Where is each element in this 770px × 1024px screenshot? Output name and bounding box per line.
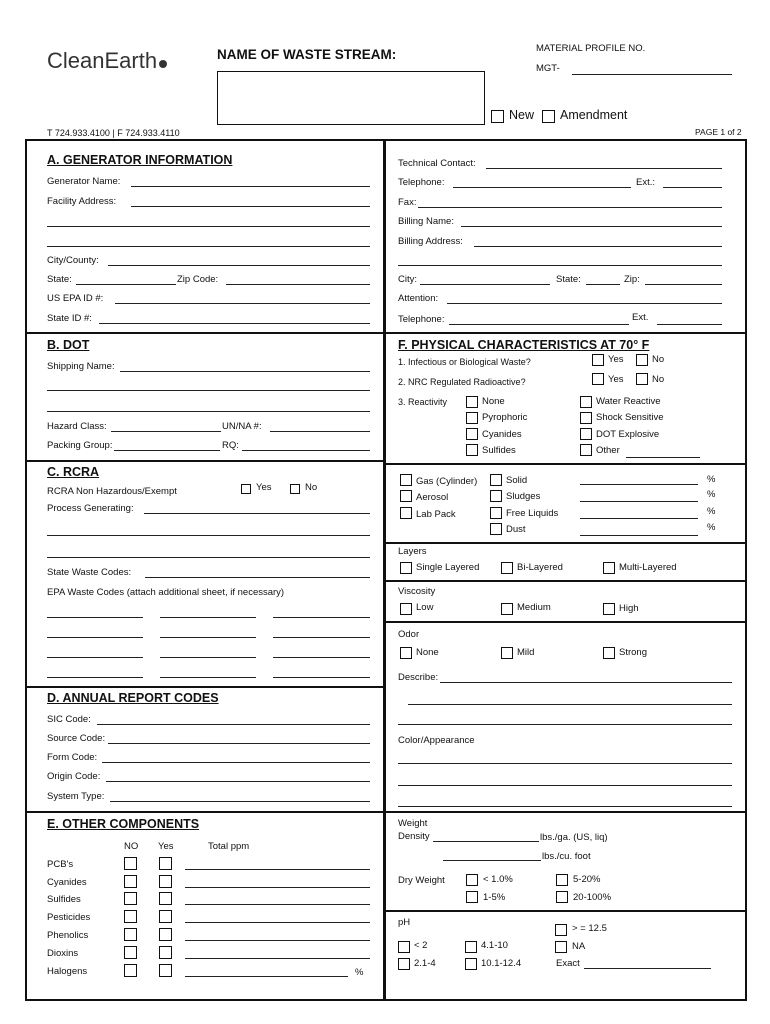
divider-f-odor: [385, 811, 747, 813]
odor-strong-checkbox[interactable]: [603, 647, 615, 659]
describe-field-3[interactable]: [398, 724, 732, 725]
component-ppm-field[interactable]: [185, 940, 370, 941]
reactivity-option: Sulfides: [482, 445, 516, 456]
viscosity-low-checkbox[interactable]: [400, 603, 412, 615]
col-no-header: NO: [124, 841, 139, 852]
billing-address-field-2[interactable]: [398, 265, 722, 266]
state-label: State:: [47, 274, 72, 285]
ext-field[interactable]: [663, 187, 722, 188]
new-checkbox[interactable]: [491, 110, 504, 123]
system-type-field[interactable]: [110, 801, 370, 802]
solid-checkbox[interactable]: [490, 474, 502, 486]
facility-address-field-3[interactable]: [47, 246, 370, 247]
odor-strong-label: Strong: [619, 647, 647, 658]
state-id-field[interactable]: [99, 323, 370, 324]
infectious-no-checkbox[interactable]: [636, 354, 648, 366]
component-label: Halogens: [47, 966, 88, 977]
describe-field-1[interactable]: [440, 682, 732, 683]
radioactive-yes-checkbox[interactable]: [592, 373, 604, 385]
reactivity-option: Cyanides: [482, 429, 522, 440]
ph-checkbox[interactable]: [465, 958, 477, 970]
process-generating-field-2[interactable]: [47, 535, 370, 536]
rq-field[interactable]: [242, 450, 370, 451]
section-f-title: F. PHYSICAL CHARACTERISTICS AT 70° F: [398, 338, 650, 352]
component-label: PCB's: [47, 859, 74, 870]
dry-weight-option: 5-20%: [573, 874, 601, 885]
lbs-cu-unit: lbs./cu. foot: [542, 851, 591, 862]
lab-pack-label: Lab Pack: [416, 509, 456, 520]
dust-percent-field[interactable]: [580, 535, 698, 536]
component-ppm-field[interactable]: [185, 904, 370, 905]
component-label: Dioxins: [47, 948, 79, 959]
component-label: Sulfides: [47, 894, 81, 905]
component-yes-checkbox[interactable]: [159, 964, 172, 977]
rq-label: RQ:: [222, 440, 239, 451]
telephone-label: Telephone:: [398, 177, 445, 188]
component-no-checkbox[interactable]: [124, 946, 137, 959]
reactivity-checkbox[interactable]: [466, 444, 478, 456]
aerosol-checkbox[interactable]: [400, 490, 412, 502]
state-id-label: State ID #:: [47, 313, 92, 324]
liquids-percent-field[interactable]: [580, 518, 698, 519]
solid-label: Solid: [506, 475, 528, 486]
dry-weight-checkbox[interactable]: [556, 874, 568, 886]
free-liquids-label: Free Liquids: [506, 508, 559, 519]
single-layered-label: Single Layered: [416, 562, 480, 573]
section-d-title: D. ANNUAL REPORT CODES: [47, 691, 219, 705]
shipping-name-label: Shipping Name:: [47, 361, 115, 372]
section-a-title: A. GENERATOR INFORMATION: [47, 153, 233, 167]
waste-stream-input[interactable]: [217, 71, 485, 125]
city-field[interactable]: [420, 284, 550, 285]
lbs-ga-unit: lbs./ga. (US, liq): [540, 832, 608, 843]
source-code-label: Source Code:: [47, 733, 106, 744]
reactivity-checkbox[interactable]: [580, 412, 592, 424]
reactivity-option: Shock Sensitive: [596, 412, 664, 423]
gas-label: Gas (Cylinder): [416, 476, 478, 487]
lab-pack-checkbox[interactable]: [400, 507, 412, 519]
packing-group-field[interactable]: [114, 450, 220, 451]
attention-label: Attention:: [398, 293, 439, 304]
free-liquids-checkbox[interactable]: [490, 507, 502, 519]
sludges-percent-field[interactable]: [580, 501, 698, 502]
section-c-title: C. RCRA: [47, 465, 100, 479]
shipping-name-field-1[interactable]: [120, 371, 370, 372]
zip-code-field[interactable]: [226, 284, 370, 285]
amendment-checkbox[interactable]: [542, 110, 555, 123]
bi-layered-checkbox[interactable]: [501, 562, 513, 574]
contact-phone-fax: T 724.933.4100 | F 724.933.4110: [47, 128, 180, 138]
divider-b-c: [25, 460, 385, 462]
epa-code-field[interactable]: [160, 617, 256, 618]
rcra-yes-checkbox[interactable]: [241, 484, 251, 494]
logo: [47, 48, 167, 74]
infectious-question: 1. Infectious or Biological Waste?: [398, 357, 531, 367]
billing-ext-label: Ext.: [632, 312, 649, 323]
attention-field[interactable]: [447, 303, 722, 304]
ext-label: Ext.:: [636, 177, 656, 188]
dry-weight-checkbox[interactable]: [466, 891, 478, 903]
reactivity-checkbox[interactable]: [466, 428, 478, 440]
amendment-label: Amendment: [560, 108, 628, 122]
logo-dot-icon: [159, 60, 167, 68]
ph-checkbox[interactable]: [398, 958, 410, 970]
divider-f-phase: [385, 542, 747, 544]
sic-code-field[interactable]: [97, 724, 370, 725]
generator-name-label: Generator Name:: [47, 176, 121, 187]
component-yes-checkbox[interactable]: [159, 910, 172, 923]
ph-option: 2.1-4: [414, 958, 436, 969]
divider-f-weight: [385, 910, 747, 912]
process-generating-field-3[interactable]: [47, 557, 370, 558]
billing-zip-field[interactable]: [645, 284, 722, 285]
billing-name-label: Billing Name:: [398, 216, 454, 227]
system-type-label: System Type:: [47, 791, 105, 802]
un-na-label: UN/NA #:: [222, 421, 262, 432]
facility-address-label: Facility Address:: [47, 196, 117, 207]
billing-address-label: Billing Address:: [398, 236, 463, 247]
billing-ext-field[interactable]: [657, 324, 722, 325]
rcra-no-label: No: [305, 482, 318, 493]
multi-layered-label: Multi-Layered: [619, 562, 677, 573]
multi-layered-checkbox[interactable]: [603, 562, 615, 574]
epa-code-field[interactable]: [47, 637, 143, 638]
reactivity-option: Other: [596, 445, 620, 456]
infectious-yes-checkbox[interactable]: [592, 354, 604, 366]
component-label: Pesticides: [47, 912, 91, 923]
solid-percent-sign: %: [707, 474, 716, 485]
describe-label: Describe:: [398, 672, 439, 683]
mgt-label: MGT-: [536, 63, 560, 74]
reactivity-option: Water Reactive: [596, 396, 661, 407]
reactivity-other-field[interactable]: [626, 457, 700, 458]
billing-telephone-label: Telephone:: [398, 314, 445, 325]
component-ppm-field[interactable]: [185, 869, 370, 870]
epa-code-field[interactable]: [273, 677, 370, 678]
us-epa-id-label: US EPA ID #:: [47, 293, 104, 304]
component-yes-checkbox[interactable]: [159, 875, 172, 888]
city-county-field[interactable]: [108, 265, 370, 266]
sludges-percent-sign: %: [707, 489, 716, 500]
single-layered-checkbox[interactable]: [400, 562, 412, 574]
ph-checkbox[interactable]: [555, 924, 567, 936]
epa-code-field[interactable]: [47, 677, 143, 678]
generator-name-field[interactable]: [131, 186, 370, 187]
dust-label: Dust: [506, 524, 526, 535]
viscosity-high-checkbox[interactable]: [603, 603, 615, 615]
component-no-checkbox[interactable]: [124, 910, 137, 923]
aerosol-label: Aerosol: [416, 492, 449, 503]
divider-f-reactivity: [385, 463, 747, 465]
odor-mild-checkbox[interactable]: [501, 647, 513, 659]
component-no-checkbox[interactable]: [124, 875, 137, 888]
epa-code-field[interactable]: [273, 657, 370, 658]
component-yes-checkbox[interactable]: [159, 946, 172, 959]
component-label: Phenolics: [47, 930, 89, 941]
component-no-checkbox[interactable]: [124, 892, 137, 905]
process-generating-label: Process Generating:: [47, 503, 134, 514]
reactivity-checkbox[interactable]: [466, 396, 478, 408]
describe-field-2[interactable]: [408, 704, 732, 705]
reactivity-checkbox[interactable]: [580, 428, 592, 440]
viscosity-medium-checkbox[interactable]: [501, 603, 513, 615]
infectious-yes-label: Yes: [608, 354, 624, 365]
billing-state-field[interactable]: [586, 284, 620, 285]
viscosity-high-label: High: [619, 603, 639, 614]
color-appearance-field-1[interactable]: [398, 763, 732, 764]
state-waste-codes-label: State Waste Codes:: [47, 567, 132, 578]
component-yes-checkbox[interactable]: [159, 857, 172, 870]
fax-label: Fax:: [398, 197, 417, 208]
rcra-yes-label: Yes: [256, 482, 272, 493]
dust-checkbox[interactable]: [490, 523, 502, 535]
divider-f-layers: [385, 580, 747, 582]
col-yes-header: Yes: [158, 841, 174, 852]
reactivity-checkbox[interactable]: [580, 396, 592, 408]
packing-group-label: Packing Group:: [47, 440, 113, 451]
sic-code-label: SIC Code:: [47, 714, 91, 725]
process-generating-field-1[interactable]: [144, 513, 370, 514]
layers-label: Layers: [398, 546, 427, 557]
epa-code-field[interactable]: [160, 637, 256, 638]
facility-address-field-1[interactable]: [131, 206, 370, 207]
hazard-class-field[interactable]: [111, 431, 221, 432]
reactivity-option: DOT Explosive: [596, 429, 660, 440]
column-divider: [383, 139, 386, 1001]
ph-label: pH: [398, 917, 411, 928]
density-label: Density: [398, 831, 430, 842]
odor-none-label: None: [416, 647, 439, 658]
ph-checkbox[interactable]: [555, 941, 567, 953]
billing-telephone-field[interactable]: [449, 324, 629, 325]
logo-text: CleanEarth: [47, 48, 158, 73]
radioactive-no-label: No: [652, 374, 665, 385]
viscosity-low-label: Low: [416, 602, 434, 613]
telephone-field[interactable]: [453, 187, 631, 188]
technical-contact-field[interactable]: [486, 168, 722, 169]
odor-mild-label: Mild: [517, 647, 535, 658]
fax-field[interactable]: [418, 207, 722, 208]
epa-code-field[interactable]: [273, 637, 370, 638]
halogens-percent: %: [355, 967, 364, 978]
epa-code-field[interactable]: [273, 617, 370, 618]
epa-code-field[interactable]: [160, 657, 256, 658]
form-code-field[interactable]: [102, 762, 370, 763]
dry-weight-label: Dry Weight: [398, 875, 445, 886]
radioactive-question: 2. NRC Regulated Radioactive?: [398, 377, 526, 387]
gas-checkbox[interactable]: [400, 474, 412, 486]
solid-percent-field[interactable]: [580, 484, 698, 485]
zip-code-label: Zip Code:: [177, 274, 219, 285]
billing-name-field[interactable]: [461, 226, 722, 227]
billing-address-field-1[interactable]: [474, 246, 722, 247]
form-code-label: Form Code:: [47, 752, 98, 763]
divider-c-d: [25, 686, 385, 688]
odor-none-checkbox[interactable]: [400, 647, 412, 659]
ph-option: > = 12.5: [572, 923, 607, 934]
dry-weight-checkbox[interactable]: [466, 874, 478, 886]
city-county-label: City/County:: [47, 255, 99, 266]
section-b-title: B. DOT: [47, 338, 90, 352]
component-ppm-field[interactable]: [185, 922, 370, 923]
origin-code-field[interactable]: [106, 781, 370, 782]
shipping-name-field-2[interactable]: [47, 390, 370, 391]
reactivity-option: None: [482, 396, 505, 407]
liquids-percent-sign: %: [707, 506, 716, 517]
component-no-checkbox[interactable]: [124, 928, 137, 941]
dry-weight-option: 1-5%: [483, 892, 506, 903]
rcra-non-hazardous-label: RCRA Non Hazardous/Exempt: [47, 486, 177, 497]
component-ppm-field[interactable]: [185, 887, 370, 888]
color-appearance-label: Color/Appearance: [398, 735, 475, 746]
component-label: Cyanides: [47, 877, 87, 888]
density-lbs-cu-field[interactable]: [443, 860, 541, 861]
page-number: PAGE 1 of 2: [695, 127, 742, 137]
dry-weight-option: 20-100%: [573, 892, 612, 903]
technical-contact-label: Technical Contact:: [398, 158, 476, 169]
dust-percent-sign: %: [707, 522, 716, 533]
city-label: City:: [398, 274, 417, 285]
component-yes-checkbox[interactable]: [159, 892, 172, 905]
reactivity-option: Pyrophoric: [482, 412, 528, 423]
reactivity-checkbox[interactable]: [580, 444, 592, 456]
sludges-checkbox[interactable]: [490, 490, 502, 502]
un-na-field[interactable]: [270, 431, 370, 432]
component-no-checkbox[interactable]: [124, 964, 137, 977]
new-label: New: [509, 108, 535, 122]
ph-checkbox[interactable]: [465, 941, 477, 953]
bi-layered-label: Bi-Layered: [517, 562, 563, 573]
dry-weight-option: < 1.0%: [483, 874, 513, 885]
ph-option: 10.1-12.4: [481, 958, 522, 969]
density-lbs-ga-field[interactable]: [433, 841, 539, 842]
facility-address-field-2[interactable]: [47, 226, 370, 227]
mgt-field[interactable]: [572, 74, 732, 75]
color-appearance-field-3[interactable]: [398, 806, 732, 807]
state-field[interactable]: [76, 284, 176, 285]
weight-label: Weight: [398, 818, 428, 829]
epa-code-field[interactable]: [47, 617, 143, 618]
divider-a-b: [25, 332, 747, 334]
reactivity-label: 3. Reactivity: [398, 397, 448, 407]
sludges-label: Sludges: [506, 491, 541, 502]
billing-zip-label: Zip:: [624, 274, 640, 285]
material-profile-label: MATERIAL PROFILE NO.: [536, 43, 646, 54]
billing-state-label: State:: [556, 274, 581, 285]
rcra-no-checkbox[interactable]: [290, 484, 300, 494]
section-e-title: E. OTHER COMPONENTS: [47, 817, 200, 831]
radioactive-no-checkbox[interactable]: [636, 373, 648, 385]
reactivity-checkbox[interactable]: [466, 412, 478, 424]
infectious-no-label: No: [652, 354, 665, 365]
shipping-name-field-3[interactable]: [47, 411, 370, 412]
epa-code-field[interactable]: [47, 657, 143, 658]
divider-d-e: [25, 811, 385, 813]
ph-checkbox[interactable]: [398, 941, 410, 953]
ph-option: < 2: [414, 940, 428, 951]
component-ppm-field[interactable]: [185, 958, 370, 959]
us-epa-id-field[interactable]: [115, 303, 370, 304]
viscosity-label: Viscosity: [398, 586, 436, 597]
odor-label: Odor: [398, 629, 420, 640]
dry-weight-checkbox[interactable]: [556, 891, 568, 903]
radioactive-yes-label: Yes: [608, 374, 624, 385]
component-ppm-field[interactable]: [185, 976, 348, 977]
divider-f-viscosity: [385, 621, 747, 623]
origin-code-label: Origin Code:: [47, 771, 101, 782]
source-code-field[interactable]: [108, 743, 370, 744]
col-total-ppm-header: Total ppm: [208, 841, 250, 852]
epa-waste-codes-label: EPA Waste Codes (attach additional sheet, if necessary): [47, 587, 285, 598]
viscosity-medium-label: Medium: [517, 602, 551, 613]
ph-option: 4.1-10: [481, 940, 508, 951]
ph-option: NA: [572, 941, 586, 952]
component-yes-checkbox[interactable]: [159, 928, 172, 941]
waste-stream-label: NAME OF WASTE STREAM:: [217, 47, 397, 62]
epa-code-field[interactable]: [160, 677, 256, 678]
color-appearance-field-2[interactable]: [398, 785, 732, 786]
state-waste-codes-field[interactable]: [145, 577, 370, 578]
component-no-checkbox[interactable]: [124, 857, 137, 870]
hazard-class-label: Hazard Class:: [47, 421, 107, 432]
ph-exact-field[interactable]: [584, 968, 711, 969]
ph-exact-label: Exact: [556, 958, 580, 969]
